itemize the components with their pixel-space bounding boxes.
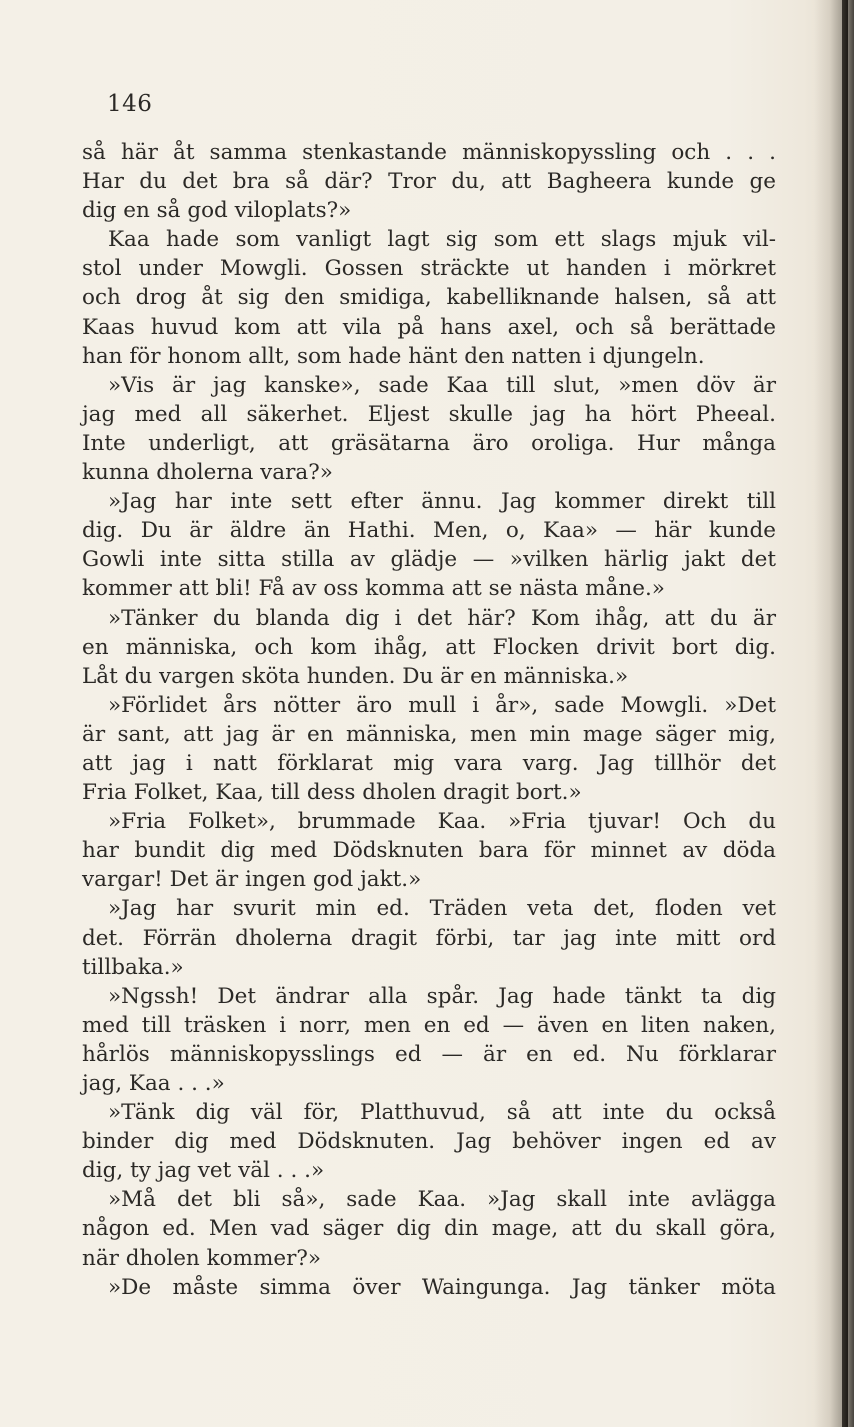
text-line: Fria Folket, Kaa, till dess dholen dragit bort.» xyxy=(82,780,582,806)
body-text xyxy=(82,138,776,1302)
text-line: kommer att bli! Få av oss komma att se nästa måne.» xyxy=(82,576,665,602)
page-edge xyxy=(842,0,848,1427)
text-line: Gowli inte sitta stilla av glädje — »vilken härlig jakt det xyxy=(82,547,776,573)
text-line: »Tänker du blanda dig i det här? Kom ihåg, att du är xyxy=(108,605,776,631)
text-line: dig en så god viloplats?» xyxy=(82,198,352,224)
text-line: »De måste simma över Waingunga. Jag tänker möta xyxy=(108,1274,776,1300)
text-line: kunna dholerna vara?» xyxy=(82,460,333,486)
text-line: »Fria Folket», brummade Kaa. »Fria tjuvar! Och du xyxy=(108,809,776,835)
text-line: »Förlidet års nötter äro mull i år», sade Mowgli. »Det xyxy=(108,692,776,718)
text-line: »Jag har inte sett efter ännu. Jag kommer direkt till xyxy=(108,489,776,515)
text-line: någon ed. Men vad säger dig din mage, att du skall göra, xyxy=(82,1216,776,1242)
text-line: dig. Du är äldre än Hathi. Men, o, Kaa» — här kunde xyxy=(82,518,776,544)
text-line: är sant, att jag är en människa, men min mage säger mig, xyxy=(82,721,776,747)
text-line: tillbaka.» xyxy=(82,954,184,980)
text-line: »Vis är jag kanske», sade Kaa till slut, »men döv är xyxy=(108,372,776,398)
text-line: Kaa hade som vanligt lagt sig som ett slags mjuk vil- xyxy=(108,227,776,253)
text-line: »Må det bli så», sade Kaa. »Jag skall inte avlägga xyxy=(108,1187,776,1213)
text-line: och drog åt sig den smidiga, kabelliknande halsen, så att xyxy=(82,285,776,311)
text-line: jag, Kaa . . .» xyxy=(82,1071,225,1096)
text-line: Inte underligt, att gräsätarna äro oroliga. Hur många xyxy=(82,430,776,456)
text-line: jag med all säkerhet. Eljest skulle jag ha hört Pheeal. xyxy=(82,401,776,427)
text-line: binder dig med Dödsknuten. Jag behöver ingen ed av xyxy=(82,1129,776,1155)
text-line: »Tänk dig väl för, Platthuvud, så att inte du också xyxy=(108,1100,776,1126)
text-line: hårlös människopysslings ed — är en ed. Nu förklarar xyxy=(82,1041,776,1067)
text-line: har bundit dig med Dödsknuten bara för minnet av döda xyxy=(82,838,776,864)
text-line: Kaas huvud kom att vila på hans axel, och så berättade xyxy=(82,314,776,340)
text-line: när dholen kommer?» xyxy=(82,1245,322,1271)
text-line: Låt du vargen sköta hunden. Du är en människa.» xyxy=(82,663,629,689)
text-line: han för honom allt, som hade hänt den natten i djungeln. xyxy=(82,343,705,369)
gutter-shadow xyxy=(814,0,854,1427)
text-line: Har du det bra så där? Tror du, att Bagheera kunde ge xyxy=(82,169,776,195)
text-line: med till träsken i norr, men en ed — även en liten naken, xyxy=(82,1012,776,1038)
text-line: dig, ty jag vet väl . . .» xyxy=(82,1158,325,1184)
text-line: det. Förrän dholerna dragit förbi, tar jag inte mitt ord xyxy=(82,925,776,951)
text-line: så här åt samma stenkastande människopyssling och . . . xyxy=(82,140,776,165)
page-number: 146 xyxy=(107,91,153,117)
text-line: stol under Mowgli. Gossen sträckte ut handen i mörkret xyxy=(82,256,776,282)
text-line: »Jag har svurit min ed. Träden veta det, floden vet xyxy=(108,896,776,922)
text-line: »Ngssh! Det ändrar alla spår. Jag hade tänkt ta dig xyxy=(108,983,776,1009)
text-line: en människa, och kom ihåg, att Flocken drivit bort dig. xyxy=(82,634,776,660)
text-line: vargar! Det är ingen god jakt.» xyxy=(82,867,422,893)
text-line: att jag i natt förklarat mig vara varg. Jag tillhör det xyxy=(82,750,776,776)
